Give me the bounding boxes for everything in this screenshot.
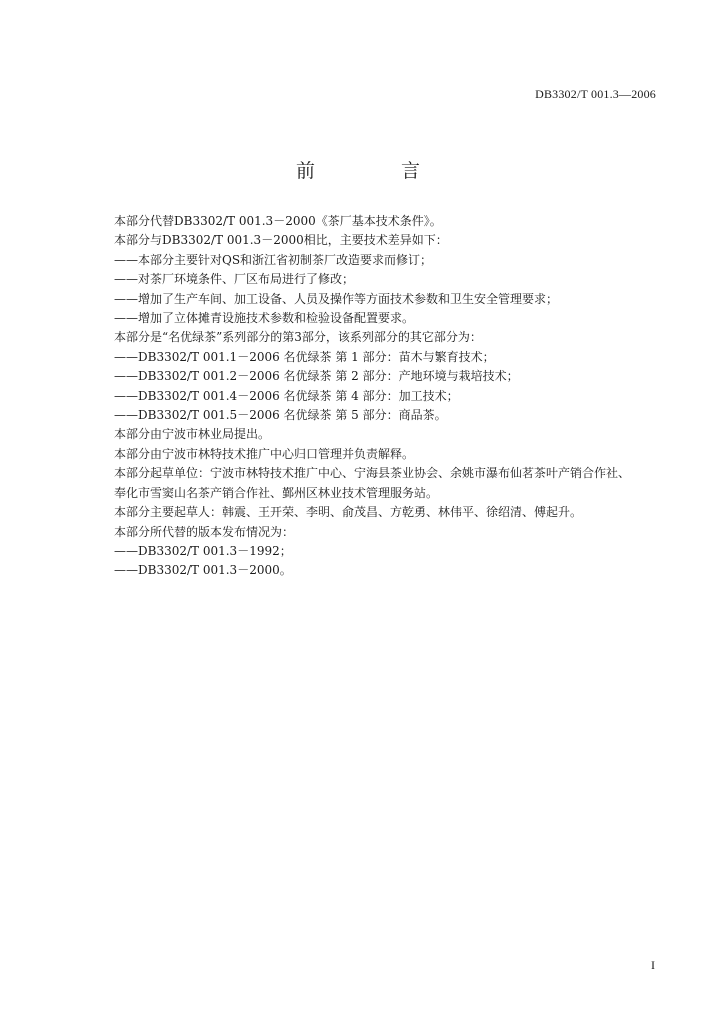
text-line: 本部分代替DB3302/T 001.3－2000《茶厂基本技术条件》。 (114, 214, 442, 228)
text-line: ——DB3302/T 001.1－2006 名优绿茶 第 1 部分：苗木与繁育技术； (114, 349, 495, 364)
page-number: I (651, 958, 655, 972)
text-line: ——DB3302/T 001.3－1992； (114, 543, 292, 558)
text-line: ——本部分主要针对QS和浙江省初制茶厂改造要求而修订； (114, 252, 433, 267)
standard-code-header: DB3302/T 001.3—2006 (535, 87, 656, 101)
text-line: ——DB3302/T 001.4－2006 名优绿茶 第 4 部分：加工技术； (114, 388, 459, 403)
text-line: ——增加了立体摊青设施技术参数和检验设备配置要求。 (114, 311, 415, 326)
page-title: 前 言 (295, 160, 461, 182)
text-line: 本部分由宁波市林特技术推广中心归口管理并负责解释。 (114, 446, 415, 461)
foreword-body (114, 212, 674, 581)
text-line: 本部分起草单位：宁波市林特技术推广中心、宁海县茶业协会、余姚市瀑布仙茗茶叶产销合作社、 (114, 466, 631, 481)
text-line: 本部分所代替的版本发布情况为： (114, 524, 295, 539)
text-line: ——对茶厂环境条件、厂区布局进行了修改； (114, 272, 355, 287)
text-line: ——DB3302/T 001.5－2006 名优绿茶 第 5 部分：商品茶。 (114, 408, 447, 423)
text-line: 本部分主要起草人：韩震、王开荣、李明、俞茂昌、方乾勇、林伟平、徐绍清、傅起升。 (114, 505, 583, 520)
text-line: 本部分是“名优绿茶”系列部分的第3部分，该系列部分的其它部分为： (114, 330, 482, 345)
text-line: 本部分由宁波市林业局提出。 (114, 427, 271, 442)
text-line: ——增加了生产车间、加工设备、人员及操作等方面技术参数和卫生安全管理要求； (114, 291, 559, 306)
text-line: 本部分与DB3302/T 001.3－2000相比，主要技术差异如下： (114, 233, 448, 248)
text-line: 奉化市雪窦山名茶产销合作社、鄞州区林业技术管理服务站。 (114, 485, 439, 500)
text-line: ——DB3302/T 001.2－2006 名优绿茶 第 2 部分：产地环境与栽培技术； (114, 369, 519, 384)
text-line: ——DB3302/T 001.3－2000。 (114, 563, 292, 578)
